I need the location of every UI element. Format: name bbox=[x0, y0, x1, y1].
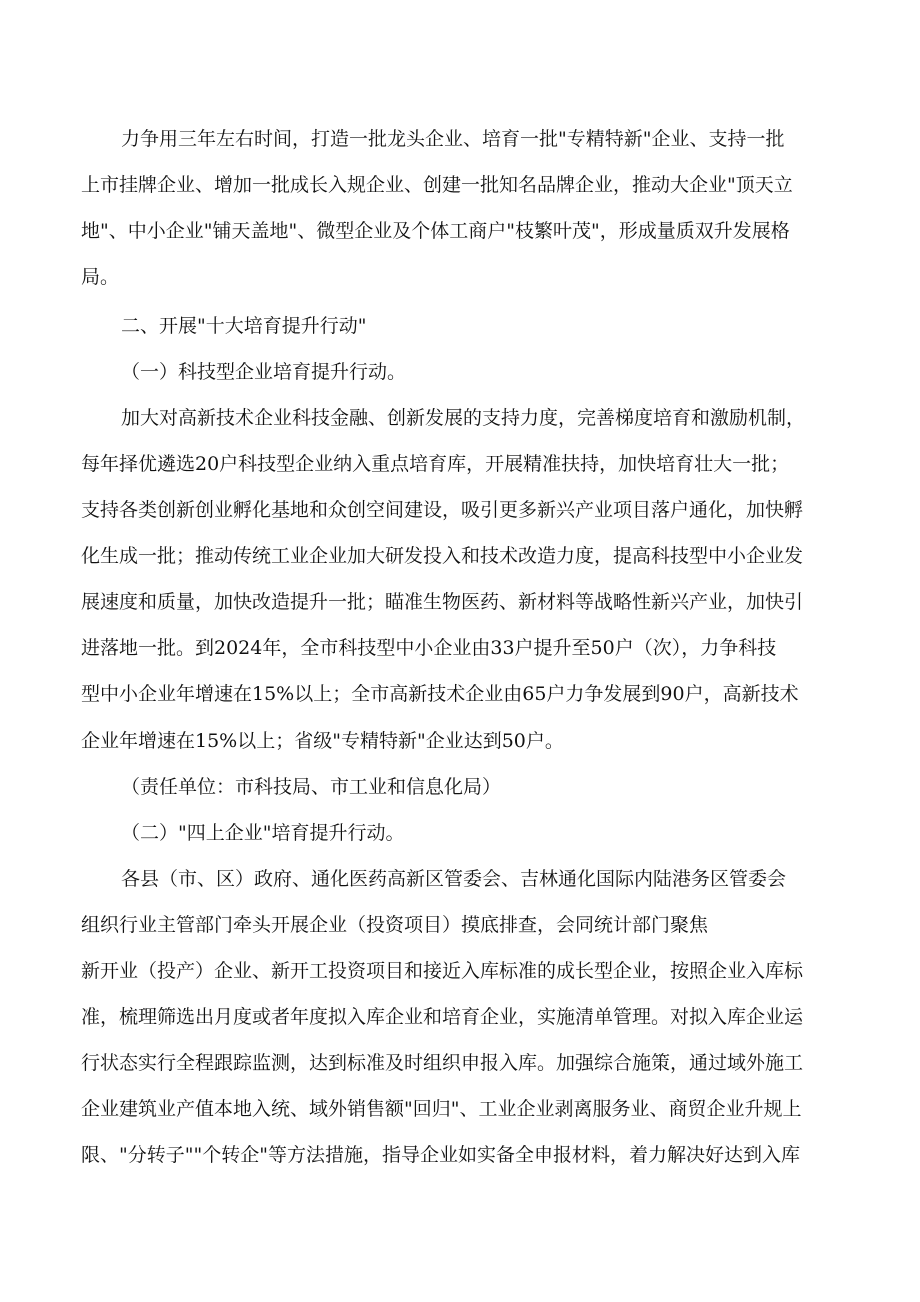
subsection-heading: （一）科技型企业培育提升行动。 bbox=[121, 361, 407, 383]
text-line: 企业年增速在15%以上；省级"专精特新"企业达到50户。 bbox=[81, 730, 564, 752]
text-line: 局。 bbox=[81, 266, 120, 288]
text-line: 型中小企业年增速在15%以上；全市高新技术企业由65户力争发展到90户，高新技术 bbox=[81, 683, 799, 705]
text-line: 各县（市、区）政府、通化医药高新区管委会、吉林通化国际内陆港务区管委会 bbox=[121, 868, 787, 890]
text-line: 每年择优遴选20户科技型企业纳入重点培育库，开展精准扶持，加快培育壮大一批； bbox=[81, 453, 790, 475]
text-line: 进落地一批。到2024年，全市科技型中小企业由33户提升至50户（次），力争科技 bbox=[81, 637, 777, 659]
text-line: 展速度和质量，加快改造提升一批；瞄准生物医药、新材料等战略性新兴产业，加快引 bbox=[81, 591, 804, 613]
text-line: 上市挂牌企业、增加一批成长入规企业、创建一批知名品牌企业，推动大企业"顶天立 bbox=[81, 174, 793, 196]
text-line: 准，梳理筛选出月度或者年度拟入库企业和培育企业，实施清单管理。对拟入库企业运 bbox=[81, 1006, 804, 1028]
subsection-heading: （二）"四上企业"培育提升行动。 bbox=[121, 822, 405, 844]
section-heading: 二、开展"十大培育提升行动" bbox=[121, 315, 367, 337]
text-line: 行状态实行全程跟踪监测，达到标准及时组织申报入库。加强综合施策，通过域外施工 bbox=[81, 1052, 804, 1074]
text-line: 组织行业主管部门牵头开展企业（投资项目）摸底排查，会同统计部门聚焦 bbox=[81, 914, 709, 936]
text-line: 力争用三年左右时间，打造一批龙头企业、培育一批"专精特新"企业、支持一批 bbox=[121, 128, 785, 150]
text-line: 新开业（投产）企业、新开工投资项目和接近入库标准的成长型企业，按照企业入库标 bbox=[81, 960, 804, 982]
text-line: 加大对高新技术企业科技金融、创新发展的支持力度，完善梯度培育和激励机制， bbox=[121, 407, 806, 429]
text-line: 限、"分转子""个转企"等方法措施，指导企业如实备全申报材料，着力解决好达到入库 bbox=[81, 1144, 800, 1166]
text-line: 地"、中小企业"铺天盖地"、微型企业及个体工商户"枝繁叶茂"，形成量质双升发展格 bbox=[81, 220, 790, 242]
text-line: 化生成一批；推动传统工业企业加大研发投入和技术改造力度，提高科技型中小企业发 bbox=[81, 545, 804, 567]
responsible-unit-note: （责任单位：市科技局、市工业和信息化局） bbox=[121, 776, 502, 798]
text-line: 企业建筑业产值本地入统、域外销售额"回归"、工业企业剥离服务业、商贸企业升规上 bbox=[81, 1098, 802, 1120]
text-line: 支持各类创新创业孵化基地和众创空间建设，吸引更多新兴产业项目落户通化，加快孵 bbox=[81, 499, 804, 521]
